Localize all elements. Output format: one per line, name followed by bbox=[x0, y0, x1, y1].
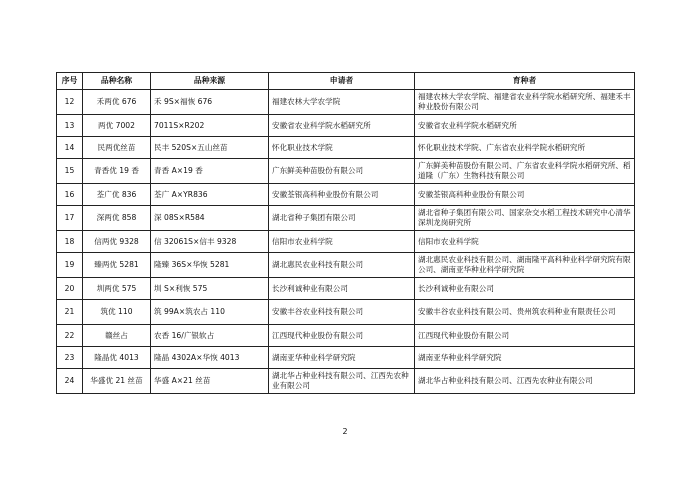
cell-variety-source: 禾 9S×福恢 676 bbox=[151, 90, 269, 115]
cell-variety-source: 7011S×R202 bbox=[151, 115, 269, 137]
cell-no: 20 bbox=[57, 278, 83, 300]
cell-no: 13 bbox=[57, 115, 83, 137]
table-row bbox=[57, 347, 635, 369]
cell-variety-source: 农香 16/广银软占 bbox=[151, 325, 269, 347]
table-row bbox=[57, 115, 635, 137]
cell-applicant: 广东鲜美种苗股份有限公司 bbox=[269, 159, 415, 184]
cell-variety-name: 圳两优 575 bbox=[83, 278, 151, 300]
cell-variety-name: 隆晶优 4013 bbox=[83, 347, 151, 369]
header-variety-name: 品种名称 bbox=[83, 73, 151, 90]
cell-no: 22 bbox=[57, 325, 83, 347]
cell-no: 23 bbox=[57, 347, 83, 369]
cell-variety-name: 信两优 9328 bbox=[83, 231, 151, 253]
table-row bbox=[57, 206, 635, 231]
cell-applicant: 安徽丰谷农业科技有限公司 bbox=[269, 300, 415, 325]
cell-applicant: 怀化职业技术学院 bbox=[269, 137, 415, 159]
cell-no: 21 bbox=[57, 300, 83, 325]
cell-applicant: 信阳市农业科学院 bbox=[269, 231, 415, 253]
table-row bbox=[57, 159, 635, 184]
cell-variety-source: 青香 A×19 香 bbox=[151, 159, 269, 184]
table-row bbox=[57, 300, 635, 325]
cell-breeder: 长沙利诚种业有限公司 bbox=[415, 278, 635, 300]
table-row bbox=[57, 325, 635, 347]
cell-breeder: 信阳市农业科学院 bbox=[415, 231, 635, 253]
cell-no: 17 bbox=[57, 206, 83, 231]
cell-breeder: 安徽丰谷农业科技有限公司、贵州筑农科种业有限责任公司 bbox=[415, 300, 635, 325]
page-number: 2 bbox=[342, 427, 348, 436]
table-row bbox=[57, 253, 635, 278]
cell-variety-name: 两优 7002 bbox=[83, 115, 151, 137]
cell-breeder: 安徽省农业科学院水稻研究所 bbox=[415, 115, 635, 137]
cell-no: 24 bbox=[57, 369, 83, 394]
variety-registration-table bbox=[56, 72, 635, 394]
cell-variety-name: 筑优 110 bbox=[83, 300, 151, 325]
cell-breeder: 湖北省种子集团有限公司、国家杂交水稻工程技术研究中心清华深圳龙岗研究所 bbox=[415, 206, 635, 231]
cell-variety-name: 深两优 858 bbox=[83, 206, 151, 231]
header-applicant: 申请者 bbox=[269, 73, 415, 90]
cell-variety-name: 民两优丝苗 bbox=[83, 137, 151, 159]
cell-variety-source: 信 32061S×信丰 9328 bbox=[151, 231, 269, 253]
cell-variety-source: 荃广 A×YR836 bbox=[151, 184, 269, 206]
cell-variety-source: 隆臻 36S×华恢 5281 bbox=[151, 253, 269, 278]
cell-breeder: 安徽荃银高科种业股份有限公司 bbox=[415, 184, 635, 206]
cell-variety-name: 青香优 19 香 bbox=[83, 159, 151, 184]
table-body bbox=[57, 90, 635, 394]
header-no: 序号 bbox=[57, 73, 83, 90]
cell-variety-source: 筑 99A×筑农占 110 bbox=[151, 300, 269, 325]
cell-no: 16 bbox=[57, 184, 83, 206]
table-row bbox=[57, 369, 635, 394]
cell-no: 19 bbox=[57, 253, 83, 278]
cell-breeder: 湖北惠民农业科技有限公司、湖南隆平高科种业科学研究院有限公司、湖南亚华种业科学研究院 bbox=[415, 253, 635, 278]
cell-applicant: 湖北惠民农业科技有限公司 bbox=[269, 253, 415, 278]
cell-variety-name: 赣丝占 bbox=[83, 325, 151, 347]
cell-no: 14 bbox=[57, 137, 83, 159]
cell-applicant: 湖南亚华种业科学研究院 bbox=[269, 347, 415, 369]
cell-applicant: 湖北华占种业科技有限公司、江西先农种业有限公司 bbox=[269, 369, 415, 394]
cell-applicant: 湖北省种子集团有限公司 bbox=[269, 206, 415, 231]
cell-no: 15 bbox=[57, 159, 83, 184]
cell-variety-source: 华盛 A×21 丝苗 bbox=[151, 369, 269, 394]
table-row bbox=[57, 184, 635, 206]
header-breeder: 育种者 bbox=[415, 73, 635, 90]
table-row bbox=[57, 90, 635, 115]
cell-variety-name: 禾两优 676 bbox=[83, 90, 151, 115]
cell-variety-source: 隆晶 4302A×华恢 4013 bbox=[151, 347, 269, 369]
cell-breeder: 怀化职业技术学院、广东省农业科学院水稻研究所 bbox=[415, 137, 635, 159]
header-variety-source: 品种来源 bbox=[151, 73, 269, 90]
cell-variety-source: 深 08S×R584 bbox=[151, 206, 269, 231]
cell-breeder: 湖北华占种业科技有限公司、江西先农种业有限公司 bbox=[415, 369, 635, 394]
cell-no: 12 bbox=[57, 90, 83, 115]
cell-no: 18 bbox=[57, 231, 83, 253]
cell-breeder: 湖南亚华种业科学研究院 bbox=[415, 347, 635, 369]
cell-applicant: 福建农林大学农学院 bbox=[269, 90, 415, 115]
cell-variety-name: 臻两优 5281 bbox=[83, 253, 151, 278]
cell-breeder: 福建农林大学农学院、福建省农业科学院水稻研究所、福建禾丰种业股份有限公司 bbox=[415, 90, 635, 115]
cell-variety-source: 圳 S×利恢 575 bbox=[151, 278, 269, 300]
cell-breeder: 江西现代种业股份有限公司 bbox=[415, 325, 635, 347]
cell-applicant: 江西现代种业股份有限公司 bbox=[269, 325, 415, 347]
cell-variety-name: 华盛优 21 丝苗 bbox=[83, 369, 151, 394]
cell-breeder: 广东鲜美种苗股份有限公司、广东省农业科学院水稻研究所、稻道隆（广东）生物科技有限公司 bbox=[415, 159, 635, 184]
cell-applicant: 长沙利诚种业有限公司 bbox=[269, 278, 415, 300]
cell-applicant: 安徽荃银高科种业股份有限公司 bbox=[269, 184, 415, 206]
cell-variety-source: 民丰 520S×五山丝苗 bbox=[151, 137, 269, 159]
table-header-row bbox=[57, 73, 635, 90]
cell-applicant: 安徽省农业科学院水稻研究所 bbox=[269, 115, 415, 137]
cell-variety-name: 荃广优 836 bbox=[83, 184, 151, 206]
table-row bbox=[57, 278, 635, 300]
table-row bbox=[57, 231, 635, 253]
table-row bbox=[57, 137, 635, 159]
